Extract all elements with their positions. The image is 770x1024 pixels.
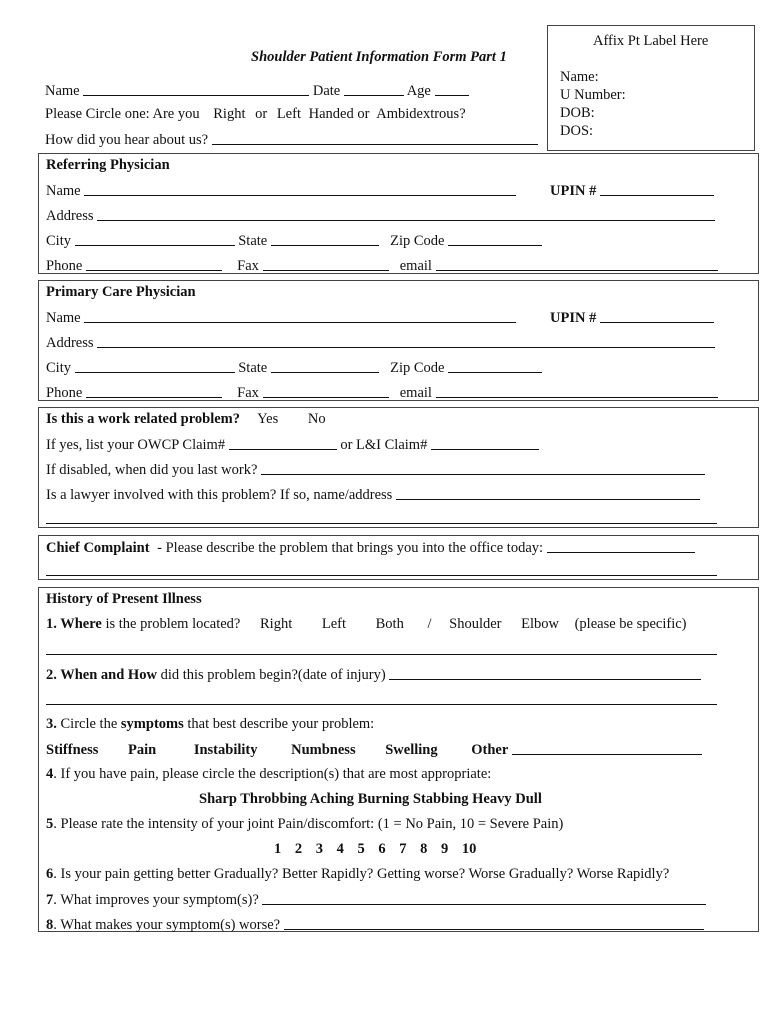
label-box-dob: DOB: [560,105,595,121]
q7-text: . What improves your symptom(s)? [53,892,259,908]
symptoms-row [46,740,702,759]
form-title: Shoulder Patient Information Form Part 1 [251,49,507,65]
patient-name-row [45,81,469,100]
pain-heavy[interactable]: Heavy [472,791,512,807]
scale-1[interactable]: 1 [274,841,282,857]
primary-zip-field[interactable] [448,358,542,373]
primary-upin-field[interactable] [600,308,714,323]
q6-number: 6 [46,866,54,882]
chief-complaint-heading: Chief Complaint [46,540,150,556]
referring-fax-label: Fax [237,258,259,274]
referring-address-field[interactable] [97,206,715,221]
primary-phone-field[interactable] [86,383,222,398]
scale-6[interactable]: 6 [378,841,386,857]
lawyer-label: Is a lawyer involved with this problem? If so, name/address [46,487,393,503]
scale-7[interactable]: 7 [399,841,407,857]
primary-zip-label: Zip Code [390,360,445,376]
pain-burning[interactable]: Burning [357,791,410,807]
referring-email-label: email [399,258,432,274]
referring-name-row [46,181,516,200]
q2-answer-line[interactable] [46,704,717,705]
lawyer-row [46,485,700,504]
primary-upin-row [550,308,714,327]
hear-about-label: How did you hear about us? [45,132,209,148]
hear-about-row [45,130,538,149]
referring-fax-field[interactable] [263,256,389,271]
referring-city-label: City [46,233,71,249]
owcp-claim-field[interactable] [229,435,337,450]
disabled-field[interactable] [261,460,705,475]
disabled-label: If disabled, when did you last work? [46,462,258,478]
q7-number: 7 [46,892,54,908]
patient-age-label: Age [406,83,431,99]
scale-4[interactable]: 4 [336,841,344,857]
q4-row [46,765,491,783]
handedness-row [45,105,466,123]
referring-heading: Referring Physician [46,157,170,173]
chief-complaint-prompt: - Please describe the problem that brings you into the office today: [157,540,544,556]
q1-elbow-option[interactable]: Elbow [521,616,559,632]
q1-left-option[interactable]: Left [321,616,347,632]
referring-phone-label: Phone [46,258,83,274]
hear-about-field[interactable] [212,130,538,145]
primary-email-field[interactable] [436,383,718,398]
pain-throbbing[interactable]: Throbbing [240,791,307,807]
handedness-prompt: Please Circle one: Are you [45,106,200,122]
symptom-other-field[interactable] [512,740,702,755]
handed-or-text: or [255,106,268,122]
q1-specific-note: (please be specific) [574,616,687,632]
q1-shoulder-option[interactable]: Shoulder [449,616,502,632]
handed-or-text-2: Handed or [308,106,370,122]
referring-state-field[interactable] [271,231,379,246]
referring-phone-field[interactable] [86,256,222,271]
pain-sharp[interactable]: Sharp [199,791,237,807]
lawyer-field[interactable] [396,485,700,500]
q4-text: . If you have pain, please circle the description(s) that are most appropriate: [53,766,492,782]
patient-label-box [547,25,755,151]
symptom-stiffness[interactable]: Stiffness [46,742,99,758]
q1-number: 1. Where [46,616,102,632]
primary-name-label: Name [46,310,81,326]
primary-email-label: email [399,385,432,401]
q1-text: is the problem located? [105,616,241,632]
scale-10[interactable]: 10 [461,841,477,857]
pain-description-row [199,790,542,808]
primary-name-row [46,308,516,327]
chief-complaint-field[interactable] [547,538,695,553]
q1-both-option[interactable]: Both [375,616,404,632]
pain-dull[interactable]: Dull [515,791,542,807]
symptom-numbness[interactable]: Numbness [291,742,356,758]
primary-upin-label: UPIN # [550,310,597,326]
work-question-label: Is this a work related problem? [46,411,241,427]
q3-text-b: symptoms [120,716,184,732]
q4-number: 4 [46,766,54,782]
label-box-u-number: U Number: [560,87,626,103]
referring-upin-field[interactable] [600,181,714,196]
primary-phone-row [46,383,718,402]
q6-text: . Is your pain getting better Gradually? Better Rapidly? Getting worse? Worse Gradually? Worse Rapidly? [53,866,670,882]
label-box-dos: DOS: [560,123,594,139]
disabled-row [46,460,705,479]
label-box-name: Name: [560,69,599,85]
primary-state-field[interactable] [271,358,379,373]
pain-stabbing[interactable]: Stabbing [412,791,469,807]
referring-name-label: Name [46,183,81,199]
referring-city-field[interactable] [75,231,235,246]
q3-number: 3. [46,716,57,732]
q2-row [46,665,701,684]
primary-city-field[interactable] [75,358,235,373]
pain-aching[interactable]: Aching [309,791,355,807]
scale-9[interactable]: 9 [441,841,449,857]
work-no-option[interactable]: No [307,411,326,427]
referring-city-row [46,231,542,250]
q1-right-option[interactable]: Right [260,616,293,632]
q8-text: . What makes your symptom(s) worse? [53,917,281,933]
referring-upin-label: UPIN # [550,183,597,199]
claim-row [46,435,539,454]
work-related-section [38,407,759,528]
q8-number: 8 [46,917,54,933]
q3-text-a: Circle the [60,716,118,732]
patient-date-field[interactable] [344,81,404,96]
symptom-swelling[interactable]: Swelling [385,742,438,758]
symptom-other[interactable]: Other [471,742,508,758]
hpi-section [38,587,759,932]
patient-date-label: Date [312,83,341,99]
q8-row [46,915,704,934]
referring-state-label: State [238,233,268,249]
hpi-heading: History of Present Illness [46,591,202,607]
referring-address-row [46,206,715,225]
q7-row [46,890,706,909]
primary-address-label: Address [46,335,94,351]
primary-city-label: City [46,360,71,376]
referring-physician-section [38,153,759,274]
q1-row [46,615,687,633]
primary-phone-label: Phone [46,385,83,401]
symptom-pain[interactable]: Pain [128,742,157,758]
q3-text-c: that best describe your problem: [187,716,375,732]
primary-state-label: State [238,360,268,376]
q2-field[interactable] [389,665,701,680]
scale-2[interactable]: 2 [294,841,303,857]
q1-answer-line[interactable] [46,654,717,655]
q5-number: 5 [46,816,54,832]
li-claim-field[interactable] [431,435,539,450]
referring-zip-label: Zip Code [390,233,445,249]
scale-8[interactable]: 8 [420,841,428,857]
q3-row [46,715,374,733]
q1-slash: / [427,616,432,632]
q8-field[interactable] [284,915,704,930]
primary-heading: Primary Care Physician [46,284,196,300]
q2-text: did this problem begin?(date of injury) [160,667,386,683]
q2-number: 2. When and How [46,667,157,683]
handed-right-option[interactable]: Right [213,106,246,122]
primary-city-row [46,358,542,377]
label-box-heading: Affix Pt Label Here [593,33,709,49]
li-claim-label: or L&I Claim# [340,437,428,453]
referring-name-field[interactable] [84,181,516,196]
referring-zip-field[interactable] [448,231,542,246]
primary-address-row [46,333,715,352]
chief-complaint-row [46,538,695,557]
chief-complaint-line-2[interactable] [46,575,717,576]
referring-email-field[interactable] [436,256,718,271]
scale-5[interactable]: 5 [357,841,365,857]
chief-complaint-section [38,535,759,580]
symptom-instability[interactable]: Instability [193,742,258,758]
patient-name-label: Name [45,83,80,99]
primary-fax-field[interactable] [263,383,389,398]
primary-name-field[interactable] [84,308,516,323]
patient-age-field[interactable] [435,81,469,96]
pain-scale-row [274,840,476,858]
referring-phone-row [46,256,718,275]
referring-upin-row [550,181,714,200]
handed-ambi-option[interactable]: Ambidextrous? [376,106,466,122]
primary-fax-label: Fax [237,385,259,401]
scale-3[interactable]: 3 [315,841,323,857]
q6-row [46,865,669,883]
lawyer-field-line-2[interactable] [46,523,717,524]
primary-physician-section [38,280,759,401]
q5-row [46,815,563,833]
primary-address-field[interactable] [97,333,715,348]
q5-text: . Please rate the intensity of your joint Pain/discomfort: (1 = No Pain, 10 = Severe Pain) [53,816,564,832]
q7-field[interactable] [262,890,706,905]
patient-name-field[interactable] [83,81,309,96]
work-yes-option[interactable]: Yes [257,411,279,427]
owcp-claim-label: If yes, list your OWCP Claim# [46,437,226,453]
referring-address-label: Address [46,208,94,224]
work-question-row [46,410,326,428]
handed-left-option[interactable]: Left [276,106,301,122]
